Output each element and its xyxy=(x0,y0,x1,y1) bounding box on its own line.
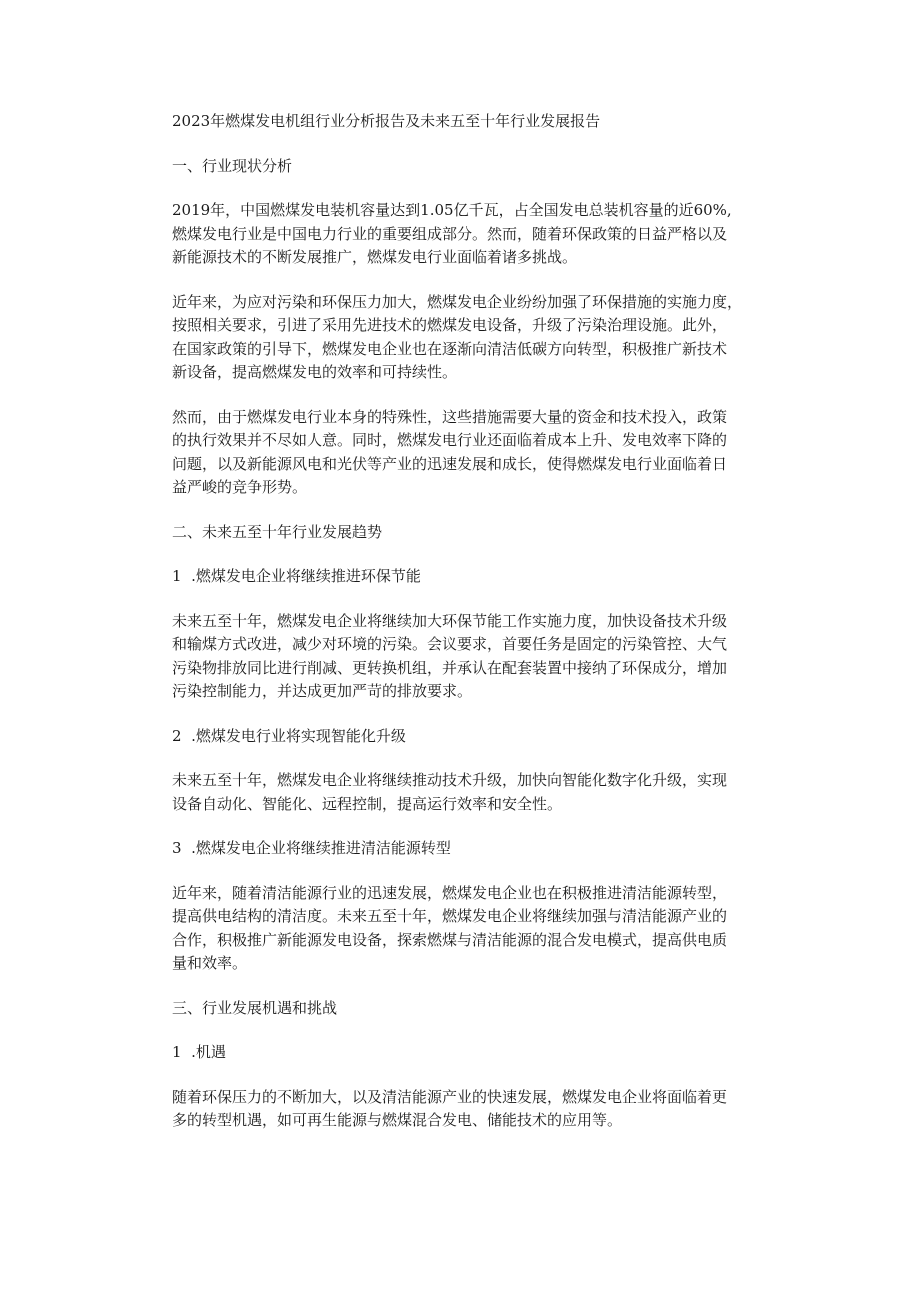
section-2-sub-1-paragraph: 未来五至十年，燃煤发电企业将继续加大环保节能工作实施力度，加快设备技术升级 和输煤方式改进，减少对环境的污染。会议要求，首要任务是固定的污染管控、大气 污染物排放同比进行削减、更转换机组，并承认在配套装置中接纳了环保成分，增加 污染控制能力，并达成更加严苛的排放要求。 xyxy=(172,611,728,700)
section-2-sub-2-paragraph: 未来五至十年，燃煤发电企业将继续推动技术升级，加快向智能化数字化升级，实现 设备自动化、智能化、远程控制，提高运行效率和安全性。 xyxy=(172,771,728,813)
title-text: 2023年燃煤发电机组行业分析报告及未来五至十年行业发展报告 xyxy=(172,112,601,130)
section-1-heading: 一、行业现状分析 xyxy=(172,156,293,175)
document-title xyxy=(172,110,752,134)
section-2-sub-3-heading: 3 .燃煤发电企业将继续推进清洁能源转型 xyxy=(172,839,451,857)
section-1-paragraph-3: 然而，由于燃煤发电行业本身的特殊性，这些措施需要大量的资金和技术投入，政策 的执行效果并不尽如人意。同时，燃煤发电行业还面临着成本上升、发电效率下降的 问题，以及新能源风电和光伏等产业的迅速发展和成长，使得燃煤发电行业面临着日 益严峻的竞争形势。 xyxy=(172,407,728,496)
section-3-sub-1-paragraph: 随着环保压力的不断加大，以及清洁能源产业的快速发展，燃煤发电企业将面临着更 多的转型机遇，如可再生能源与燃煤混合发电、储能技术的应用等。 xyxy=(172,1087,728,1129)
section-2-heading: 二、未来五至十年行业发展趋势 xyxy=(172,522,383,541)
section-1-paragraph-2: 近年来，为应对污染和环保压力加大，燃煤发电企业纷纷加强了环保措施的实施力度， 按照相关要求，引进了采用先进技术的燃煤发电设备，升级了污染治理设施。此外， 在国家政策的引导下，燃煤发电企业也在逐渐向清洁低碳方向转型，积极推广新技术 新设备，提高燃煤发电的效率和可持续性。 xyxy=(172,292,743,381)
section-2-sub-2-heading: 2 .燃煤发电行业将实现智能化升级 xyxy=(172,726,406,745)
section-2-sub-1-heading: 1 .燃煤发电企业将继续推进环保节能 xyxy=(172,567,421,585)
section-2-sub-3-paragraph: 近年来，随着清洁能源行业的迅速发展，燃煤发电企业也在积极推进清洁能源转型， 提高供电结构的清洁度。未来五至十年，燃煤发电企业将继续加强与清洁能源产业的 合作，积极推广新能源发电设备，探索燃煤与清洁能源的混合发电模式，提高供电质 量和效率。 xyxy=(172,883,728,972)
section-3-heading: 三、行业发展机遇和挑战 xyxy=(172,998,338,1017)
section-3-sub-1-heading: 1 .机遇 xyxy=(172,1043,226,1061)
document-page xyxy=(172,110,752,1154)
section-1-paragraph-1: 2019年，中国燃煤发电装机容量达到1.05亿千瓦，占全国发电总装机容量的近60%, 燃煤发电行业是中国电力行业的重要组成部分。然而，随着环保政策的日益严格以及 新能源技术的不断发展推广，燃煤发电行业面临着诸多挑战。 xyxy=(172,201,732,266)
